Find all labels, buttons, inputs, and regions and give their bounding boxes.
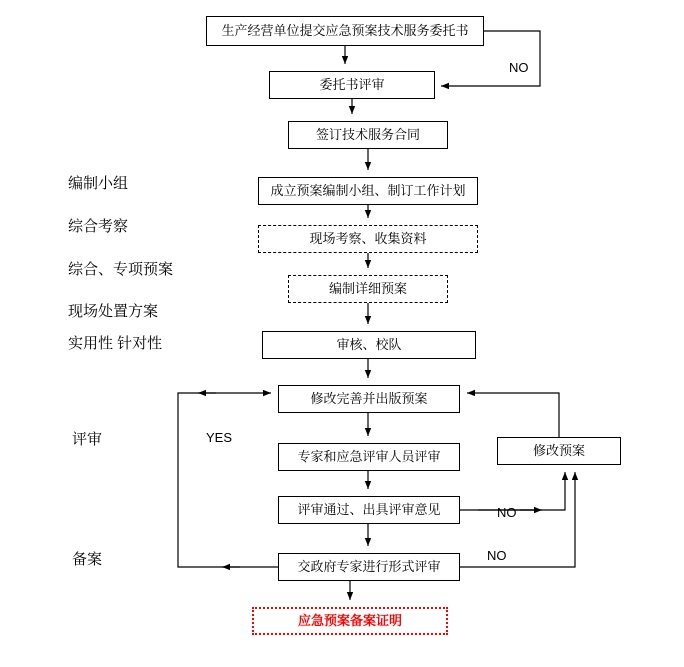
side-label-text: 评审 [72, 431, 103, 448]
side-label-onsite-plan [68, 300, 158, 321]
node-label: 编制详细预案 [328, 281, 407, 297]
edge-label-text: NO [509, 60, 529, 75]
side-label-text: 综合、专项预案 [68, 261, 174, 278]
node-modify-plan[interactable] [497, 437, 621, 465]
node-government-review[interactable] [278, 553, 460, 581]
side-label-review [72, 428, 102, 449]
node-label: 成立预案编制小组、制订工作计划 [270, 183, 466, 199]
node-form-team[interactable] [258, 177, 478, 205]
side-label-team [68, 172, 128, 193]
node-draft-plan[interactable] [288, 275, 448, 303]
node-label: 签订技术服务合同 [315, 127, 420, 143]
edge-label-text: YES [206, 430, 233, 445]
node-revise-publish[interactable] [278, 385, 460, 413]
node-label: 修改完善并出版预案 [310, 391, 428, 407]
node-label: 修改预案 [532, 443, 585, 459]
node-label: 现场考察、收集资料 [309, 231, 427, 247]
edge-label-no-request [509, 60, 529, 75]
side-label-plan-types [68, 258, 173, 279]
edge-label-text: NO [497, 505, 517, 520]
side-label-survey [68, 215, 128, 236]
node-submit-request[interactable] [206, 16, 484, 46]
node-review-proofread[interactable] [262, 331, 476, 359]
side-label-text: 现场处置方案 [68, 303, 159, 320]
edge-label-yes-review [206, 430, 232, 445]
side-label-text: 编制小组 [68, 175, 129, 192]
node-filing-certificate[interactable] [252, 607, 448, 635]
node-label: 评审通过、出具评审意见 [297, 502, 441, 518]
edge-label-text: NO [487, 548, 507, 563]
edge-label-no-government [487, 548, 507, 563]
side-label-text: 综合考察 [68, 218, 129, 235]
node-review-request[interactable] [269, 71, 435, 99]
node-sign-contract[interactable] [288, 121, 448, 149]
node-label: 审核、校队 [336, 337, 402, 353]
side-label-text: 实用性 针对性 [68, 335, 163, 352]
side-label-filing [72, 548, 102, 569]
node-site-survey[interactable] [258, 225, 478, 253]
node-label: 委托书评审 [319, 77, 385, 93]
node-review-passed[interactable] [278, 496, 460, 524]
node-label: 专家和应急评审人员评审 [297, 449, 441, 465]
node-label: 应急预案备案证明 [297, 613, 402, 629]
edge-label-no-review-passed [497, 505, 517, 520]
side-label-practicality [68, 332, 162, 353]
node-expert-review[interactable] [278, 443, 460, 471]
node-label: 交政府专家进行形式评审 [297, 559, 441, 575]
side-label-text: 备案 [72, 551, 103, 568]
node-label: 生产经营单位提交应急预案技术服务委托书 [221, 23, 469, 39]
